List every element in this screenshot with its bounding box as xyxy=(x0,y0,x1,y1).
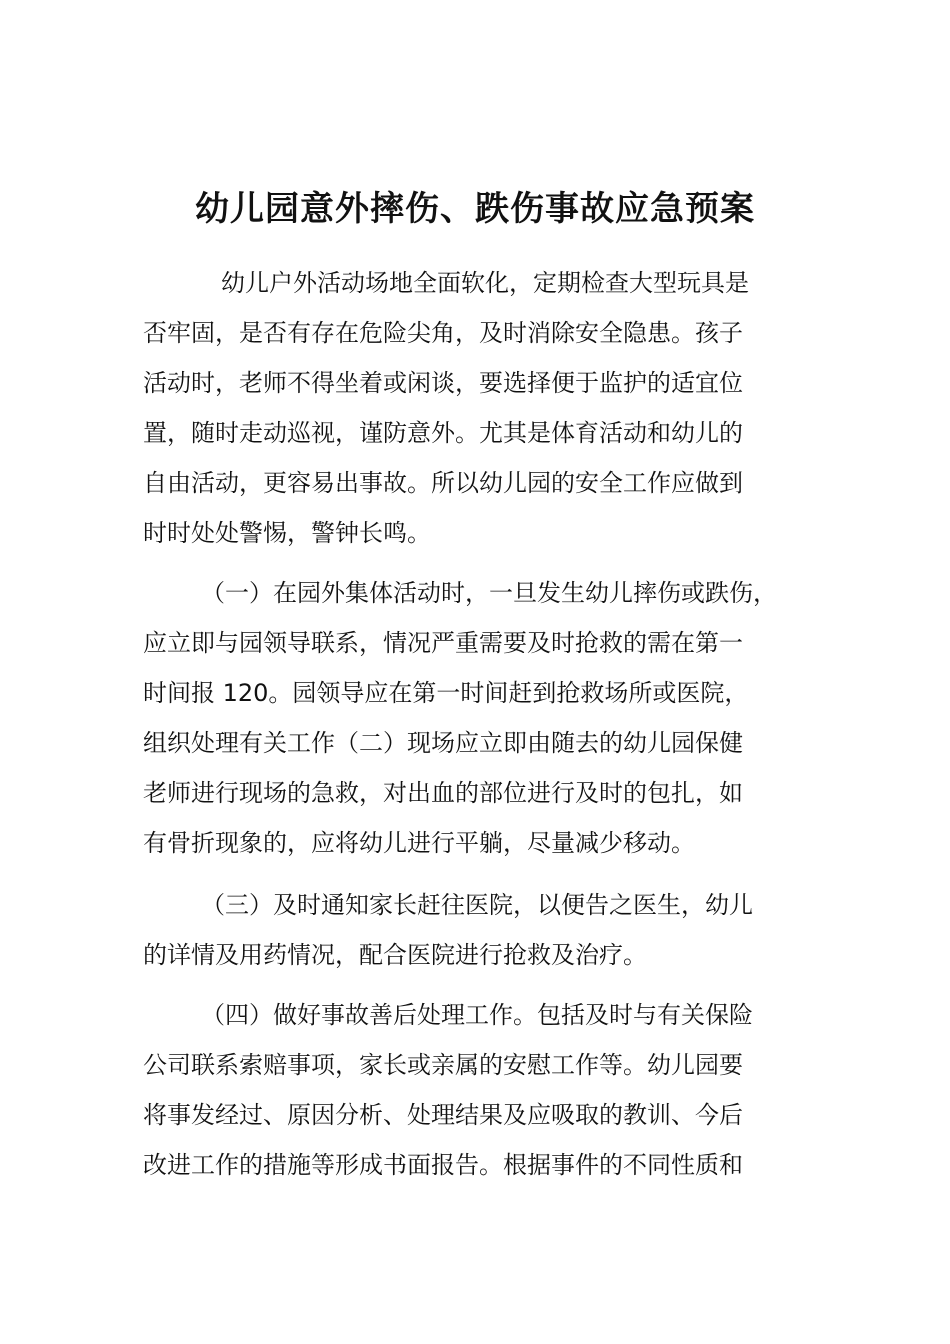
paragraph-line: 时间报 120。园领导应在第一时间赶到抢救场所或医院， xyxy=(143,679,749,707)
document-title: 幼儿园意外摔伤、跌伤事故应急预案 xyxy=(195,189,755,229)
paragraph-line: 组织处理有关工作（二）现场应立即由随去的幼儿园保健 xyxy=(143,729,743,757)
paragraph-line: 的详情及用药情况，配合医院进行抢救及治疗。 xyxy=(143,941,647,969)
paragraph-line: 改进工作的措施等形成书面报告。根据事件的不同性质和 xyxy=(143,1151,743,1179)
paragraph-line: 应立即与园领导联系，情况严重需要及时抢救的需在第一 xyxy=(143,629,743,657)
paragraph-line: 时时处处警惕，警钟长鸣。 xyxy=(143,519,431,547)
paragraph-line: 否牢固，是否有存在危险尖角，及时消除安全隐患。孩子 xyxy=(143,319,743,347)
paragraph-line: 老师进行现场的急救，对出血的部位进行及时的包扎，如 xyxy=(143,779,743,807)
paragraph-line: 置，随时走动巡视，谨防意外。尤其是体育活动和幼儿的 xyxy=(143,419,743,447)
paragraph-line: 将事发经过、原因分析、处理结果及应吸取的教训、今后 xyxy=(143,1101,743,1129)
paragraph-line: 有骨折现象的，应将幼儿进行平躺，尽量减少移动。 xyxy=(143,829,695,857)
paragraph-line: 幼儿户外活动场地全面软化，定期检查大型玩具是 xyxy=(221,269,749,297)
paragraph-step-four xyxy=(143,990,793,1190)
paragraph-step-three xyxy=(143,880,793,980)
paragraph-line: （一）在园外集体活动时，一旦发生幼儿摔伤或跌伤， xyxy=(201,579,777,607)
paragraph-line: 活动时，老师不得坐着或闲谈，要选择便于监护的适宜位 xyxy=(143,369,743,397)
paragraph-intro xyxy=(143,258,793,558)
paragraph-line: 自由活动，更容易出事故。所以幼儿园的安全工作应做到 xyxy=(143,469,743,497)
paragraph-line: （四）做好事故善后处理工作。包括及时与有关保险 xyxy=(201,1001,753,1029)
paragraph-line: 公司联系索赔事项，家长或亲属的安慰工作等。幼儿园要 xyxy=(143,1051,743,1079)
paragraph-line: （三）及时通知家长赶往医院，以便告之医生，幼儿 xyxy=(201,891,753,919)
paragraph-step-one-two xyxy=(143,568,793,868)
